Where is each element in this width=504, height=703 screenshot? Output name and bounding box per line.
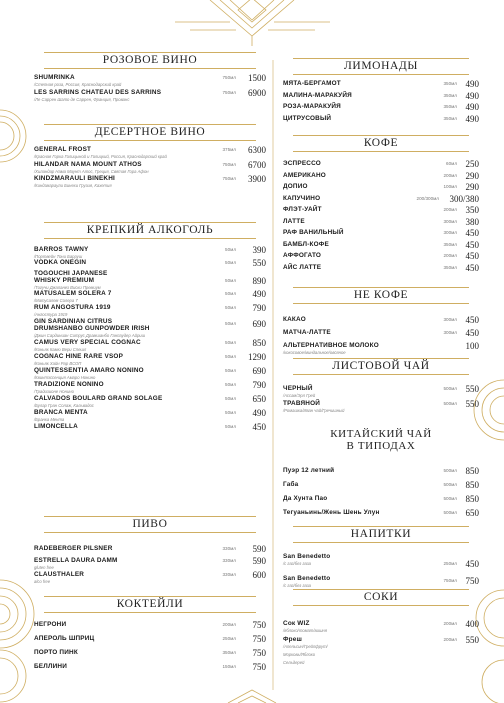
- item-volume: 50мл: [225, 260, 236, 265]
- item-price: 750: [252, 662, 266, 672]
- menu-item: [283, 206, 479, 218]
- item-description: /Степная роза, Россия, Краснодарский край: [34, 82, 122, 87]
- menu-item: [34, 409, 266, 423]
- item-volume: 50мл: [225, 382, 236, 387]
- section-title: [283, 426, 479, 455]
- item-description: /Коньяк Хайн Рар ВСОП: [34, 361, 82, 366]
- item-description: /Хиландар Нама Маунт Атос, Греция, Святая Гора Афон: [34, 168, 149, 174]
- item-description: /Матусалем Солера 7: [34, 298, 78, 303]
- item-name-line2: DRUMSHANBO GUNPOWDER IRISH: [34, 325, 150, 332]
- section-title-text: КИТАЙСКИЙ ЧАЙ: [330, 428, 432, 440]
- menu-item: [34, 395, 266, 409]
- menu-item: [283, 481, 479, 495]
- item-description: /Ле Саррен Шато де Саррен, Франция, Прованс: [34, 96, 130, 102]
- section-beer: [34, 516, 266, 585]
- section-title: [34, 596, 266, 613]
- item-name: Тегуаньинь/Жень Шень Улун: [283, 509, 380, 516]
- menu-item: [283, 172, 479, 184]
- menu-item: [34, 318, 266, 339]
- item-price: 490: [465, 90, 479, 101]
- item-description: /Ангостура 1919: [34, 312, 68, 317]
- item-name: LIMONCELLA: [34, 423, 78, 430]
- section-title: [34, 52, 266, 69]
- item-price: 650: [465, 508, 479, 518]
- item-volume: 500мл: [443, 482, 457, 487]
- item-name: RUM ANGOSTURA 1919: [34, 304, 111, 311]
- item-price: 450: [465, 239, 479, 250]
- item-price: 290: [465, 170, 479, 181]
- item-name: КАКАО: [283, 316, 306, 323]
- section-leaf-tea: [283, 358, 479, 414]
- menu-item: [34, 74, 266, 86]
- item-price: 450: [465, 315, 479, 325]
- item-description: /Джин Сардиниан Ситрус Драмшанбо Ганпаудер Айриш: [34, 333, 146, 338]
- item-price: 100: [465, 341, 479, 351]
- menu-item: [283, 620, 479, 636]
- item-name: TRADIZIONE NONINO: [34, 381, 104, 388]
- item-name: Фреш: [283, 636, 303, 643]
- item-price: 590: [252, 544, 266, 554]
- item-volume: 50мл: [225, 410, 236, 415]
- item-description: /Портвейн Тони Барруш: [34, 254, 83, 259]
- item-volume: 350мл: [222, 650, 236, 655]
- menu-item: [34, 545, 266, 557]
- item-price: 550: [465, 384, 479, 394]
- item-description: /кокосовое/миндальное/овсяное: [283, 350, 346, 355]
- item-description: /Булар Гран Солаж, Кальвадос: [34, 403, 94, 408]
- item-description: /Апельсин/Грейпфрут/: [283, 644, 328, 649]
- item-volume: 50мл: [225, 354, 236, 359]
- menu-item: [283, 509, 479, 523]
- section-dessert-wine: [34, 124, 266, 187]
- item-description: alco free: [34, 579, 51, 584]
- item-name: АЛЬТЕРНАТИВНОЕ МОЛОКО: [283, 342, 379, 349]
- section-title-text: НЕ КОФЕ: [353, 289, 409, 301]
- item-name: ЧЕРНЫЙ: [283, 385, 313, 392]
- item-name: San Benedetto: [283, 575, 331, 582]
- item-price: 550: [252, 258, 266, 268]
- item-volume: 200мл: [443, 207, 457, 212]
- item-volume: 250мл: [443, 561, 457, 566]
- menu-item: [283, 252, 479, 264]
- item-price: 6300: [248, 145, 266, 155]
- item-volume: 350мл: [443, 104, 457, 109]
- item-volume: 50мл: [225, 321, 236, 326]
- item-price: 850: [465, 494, 479, 504]
- item-name: ДОПИО: [283, 183, 308, 190]
- menu-item: [283, 467, 479, 481]
- menu-item: [34, 339, 266, 353]
- item-volume: 200/300мл: [416, 195, 439, 201]
- menu-item: [34, 161, 266, 173]
- menu-item: [283, 92, 479, 104]
- item-description: /яблоко/томат/вишня: [283, 628, 327, 633]
- menu-item: [34, 290, 266, 304]
- item-description: /с газ/без газа: [283, 583, 312, 588]
- menu-item: [34, 621, 266, 635]
- item-volume: 330мл: [222, 558, 236, 563]
- item-price: 650: [252, 394, 266, 404]
- item-name: ЭСПРЕССО: [283, 160, 321, 167]
- menu-item: [283, 218, 479, 230]
- item-price: 550: [465, 635, 479, 645]
- item-name: CLAUSTHALER: [34, 571, 85, 578]
- item-name: АПЕРОЛЬ ШПРИЦ: [34, 635, 95, 642]
- item-volume: 750мл: [222, 176, 236, 181]
- item-volume: 500мл: [443, 401, 457, 406]
- item-price: 380: [465, 216, 479, 227]
- item-volume: 300мл: [443, 317, 457, 322]
- item-price: 450: [465, 328, 479, 338]
- section-rose-wine: [34, 52, 266, 100]
- menu-item: [283, 195, 479, 207]
- menu-item: [283, 495, 479, 509]
- item-description: /Ромашка/Иван чай/Гречишный: [283, 408, 345, 413]
- item-name: РАФ ВАНИЛЬНЫЙ: [283, 229, 344, 236]
- menu-item: [34, 635, 266, 649]
- item-volume: 750мл: [222, 89, 236, 95]
- item-volume: 200мл: [443, 637, 457, 642]
- menu-item: [34, 381, 266, 395]
- item-description: gluten free: [34, 565, 54, 570]
- section-title-text: ЛИСТОВОЙ ЧАЙ: [332, 360, 430, 372]
- section-chinese-tea: [283, 426, 479, 523]
- item-volume: 50мл: [225, 278, 236, 283]
- item-volume: 200мл: [443, 621, 457, 626]
- menu-item: [283, 264, 479, 276]
- item-volume: 500мл: [443, 468, 457, 473]
- item-volume: 50мл: [225, 396, 236, 401]
- menu-item: [34, 146, 266, 158]
- item-price: 3900: [248, 174, 266, 184]
- item-price: 300/380: [449, 193, 479, 204]
- menu-item: [283, 400, 479, 414]
- menu-item: [34, 571, 266, 585]
- menu-item: [34, 89, 266, 101]
- item-name: Габа: [283, 481, 299, 488]
- section-title: [283, 589, 479, 606]
- menu-item: [34, 175, 266, 187]
- item-price: 550: [465, 399, 479, 409]
- section-lemonades: [283, 58, 479, 126]
- item-price: 590: [252, 556, 266, 566]
- item-name: GENERAL FROST: [34, 146, 92, 153]
- section-not-coffee: [283, 287, 479, 356]
- item-volume: 100мл: [443, 184, 457, 189]
- item-name: КАПУЧИНО: [283, 194, 321, 202]
- item-price: 890: [252, 276, 266, 286]
- item-description: /Бранка Мента: [34, 417, 65, 422]
- menu-item: [34, 259, 266, 270]
- section-title-text: ДЕСЕРТНОЕ ВИНО: [94, 126, 206, 138]
- item-name: АФФОГАТО: [283, 252, 322, 259]
- item-name: VODKA ONEGIN: [34, 259, 87, 266]
- item-volume: 50мл: [225, 368, 236, 373]
- item-volume: 150мл: [222, 664, 236, 669]
- item-description: /Тогучи Джапанез Виски Премиум: [34, 285, 101, 290]
- item-volume: 200мл: [443, 253, 457, 258]
- item-name: COGNAC HINE RARE VSOP: [34, 353, 124, 360]
- item-name: НЕГРОНИ: [34, 621, 67, 628]
- item-volume: 500мл: [443, 386, 457, 391]
- menu-item: [283, 103, 479, 115]
- item-name: АМЕРИКАНО: [283, 171, 326, 179]
- item-name: BRANCA MENTA: [34, 409, 88, 416]
- item-volume: 350мл: [443, 92, 457, 98]
- item-price: 750: [252, 634, 266, 644]
- section-coffee: [283, 135, 479, 275]
- section-title-text: КОФЕ: [363, 137, 399, 149]
- menu-item: [283, 329, 479, 342]
- item-name: МЯТА-БЕРГАМОТ: [283, 80, 341, 87]
- item-name: МАЛИНА-МАРАКУЙЯ: [283, 91, 352, 99]
- menu-item: [283, 660, 479, 668]
- item-price: 6900: [248, 87, 266, 98]
- item-name: CAMUS VERY SPECIAL COGNAC: [34, 339, 141, 346]
- item-volume: 350мл: [443, 264, 457, 270]
- item-description: /Традизионе Нонино: [34, 389, 74, 394]
- section-juices: [283, 589, 479, 668]
- section-drinks: [283, 526, 479, 593]
- menu-item: [34, 423, 266, 434]
- menu-item: [283, 385, 479, 400]
- item-price: 600: [252, 570, 266, 580]
- section-title-text: РОЗОВОЕ ВИНО: [102, 54, 198, 66]
- menu-item: [34, 304, 266, 318]
- item-price: 490: [252, 408, 266, 418]
- item-volume: 350мл: [443, 241, 457, 247]
- item-price: 490: [465, 102, 479, 112]
- menu-item: [283, 342, 479, 356]
- section-title: [283, 358, 479, 375]
- item-description: /Квинтэссенция Амаро Нонино: [34, 375, 96, 380]
- item-volume: 50мл: [225, 291, 236, 296]
- item-name: ТРАВЯНОЙ: [283, 400, 321, 407]
- menu-item: [283, 241, 479, 253]
- item-name: ЛАТТЕ: [283, 217, 305, 225]
- item-volume: 250мл: [222, 636, 236, 641]
- item-price: 350: [465, 205, 479, 215]
- menu-item: [34, 270, 266, 290]
- menu-item: [283, 115, 479, 127]
- item-price: 450: [465, 251, 479, 261]
- section-title: [283, 58, 479, 75]
- item-name: LES SARRINS CHATEAU DES SARRINS: [34, 88, 162, 96]
- item-volume: 50мл: [225, 340, 236, 345]
- menu-item: [283, 636, 479, 652]
- item-name: RADEBERGER PILSNER: [34, 545, 113, 552]
- item-description: Сельдерей: [283, 660, 305, 665]
- item-volume: 200мл: [222, 622, 236, 627]
- item-price: 850: [252, 338, 266, 348]
- item-volume: 350мл: [443, 115, 457, 121]
- menu-item: [283, 229, 479, 241]
- item-name: РОЗА-МАРАКУЙЯ: [283, 103, 341, 110]
- item-price: 1500: [248, 73, 266, 83]
- item-volume: 330мл: [222, 546, 236, 551]
- menu-item: [34, 353, 266, 367]
- item-name: QUINTESSENTIA AMARO NONINO: [34, 367, 144, 374]
- item-name: ПОРТО ПИНК: [34, 649, 78, 656]
- section-title-text: СОКИ: [363, 591, 399, 603]
- item-name: BARROS TAWNY: [34, 246, 89, 253]
- item-volume: 500мл: [443, 496, 457, 501]
- item-price: 250: [465, 159, 479, 169]
- menu-item: [283, 160, 479, 172]
- menu-item: [283, 316, 479, 329]
- item-price: 750: [252, 620, 266, 630]
- section-title-text: ПИВО: [132, 518, 168, 530]
- item-name: АЙС ЛАТТЕ: [283, 263, 322, 271]
- item-name: MATUSALEM SOLERA 7: [34, 290, 112, 297]
- item-description: Морковь/Яблоко: [283, 652, 316, 657]
- item-volume: 330мл: [222, 572, 236, 577]
- item-volume: 300мл: [443, 330, 457, 335]
- item-price: 850: [465, 466, 479, 476]
- item-description: /Коньяк Камю Вери Спешл: [34, 347, 87, 352]
- item-volume: 50мл: [225, 305, 236, 310]
- item-name: Да Хунта Пао: [283, 495, 328, 502]
- menu-item: [34, 367, 266, 381]
- item-price: 400: [465, 619, 479, 629]
- item-description: /с газ/без газа: [283, 561, 312, 566]
- menu-item: [34, 649, 266, 663]
- item-volume: 500мл: [443, 510, 457, 515]
- item-name: ФЛЭТ-УАЙТ: [283, 206, 322, 213]
- section-title: [34, 516, 266, 533]
- item-price: 850: [465, 480, 479, 490]
- item-name: ESTRELLA DAURA DAMM: [34, 557, 118, 564]
- item-name: HILANDAR NAMA MOUNT ATHOS: [34, 160, 142, 168]
- menu-item: [283, 652, 479, 660]
- item-price: 750: [465, 576, 479, 586]
- section-cocktails: [34, 596, 266, 677]
- item-price: 390: [252, 245, 266, 255]
- section-title-text: КРЕПКИЙ АЛКОГОЛЬ: [86, 224, 214, 236]
- item-price: 6700: [248, 159, 266, 170]
- item-price: 490: [465, 79, 479, 89]
- item-volume: 300мл: [443, 218, 457, 224]
- section-title-text: НАПИТКИ: [350, 528, 412, 540]
- item-volume: 60мл: [446, 161, 457, 166]
- item-volume: 50мл: [225, 424, 236, 429]
- item-name-line2: WHISKY PREMIUM: [34, 277, 95, 284]
- item-price: 450: [465, 228, 479, 238]
- item-name: ЦИТРУСОВЫЙ: [283, 114, 332, 122]
- item-price: 450: [465, 559, 479, 569]
- item-volume: 350мл: [443, 81, 457, 86]
- item-name: МАТЧА-ЛАТТЕ: [283, 329, 331, 336]
- item-volume: 300мл: [443, 230, 457, 235]
- menu-item: [283, 80, 479, 92]
- item-volume: 200мл: [443, 172, 457, 178]
- item-name: San Benedetto: [283, 553, 331, 560]
- item-price: 450: [465, 262, 479, 273]
- item-name: KINDZMARAULI BINEKHI: [34, 175, 116, 182]
- item-name: Пуэр 12 летний: [283, 467, 335, 474]
- item-price: 490: [252, 289, 266, 299]
- item-volume: 375мл: [222, 147, 236, 152]
- item-price: 790: [252, 303, 266, 313]
- item-description: /Красная Горка Голицыной и Голицкий, Россия, Краснодарский край: [34, 154, 167, 159]
- item-volume: 750мл: [222, 75, 236, 80]
- item-name: TOGOUCHI JAPANESE: [34, 270, 108, 277]
- item-name: БАМБЛ-КОФЕ: [283, 240, 329, 248]
- section-title: [283, 135, 479, 152]
- item-price: 450: [252, 422, 266, 432]
- section-title-text: ЛИМОНАДЫ: [344, 60, 418, 72]
- menu-item: [283, 553, 479, 575]
- item-price: 790: [252, 380, 266, 390]
- item-volume: 750мл: [222, 161, 236, 167]
- item-price: 1290: [248, 352, 266, 362]
- item-volume: 50мл: [225, 247, 236, 252]
- item-name: Сок WIZ: [283, 620, 310, 627]
- item-description: /Киндзмараули Бинехи Грузия, Кахетия: [34, 183, 112, 188]
- item-name: GIN SARDINIAN CITRUS: [34, 318, 113, 325]
- item-price: 490: [465, 113, 479, 124]
- item-volume: 750мл: [443, 578, 457, 583]
- item-description: /Ассам/Эрл Грей: [283, 393, 316, 398]
- item-price: 290: [465, 182, 479, 192]
- item-price: 690: [252, 319, 266, 329]
- section-title-text: КОКТЕЙЛИ: [116, 598, 184, 610]
- item-price: 750: [252, 648, 266, 658]
- menu-item: [34, 246, 266, 259]
- section-title: [34, 222, 266, 239]
- section-spirits: [34, 222, 266, 434]
- section-title-text-line2: В ТИПОДАХ: [346, 440, 416, 452]
- section-title: [34, 124, 266, 141]
- section-title: [283, 526, 479, 543]
- item-name: БЕЛЛИНИ: [34, 663, 68, 670]
- menu-item: [34, 663, 266, 677]
- item-name: SHUMRINKA: [34, 74, 75, 81]
- section-title: [283, 287, 479, 304]
- item-price: 690: [252, 366, 266, 376]
- item-name: CALVADOS BOULARD GRAND SOLAGE: [34, 395, 163, 402]
- menu-item: [34, 557, 266, 571]
